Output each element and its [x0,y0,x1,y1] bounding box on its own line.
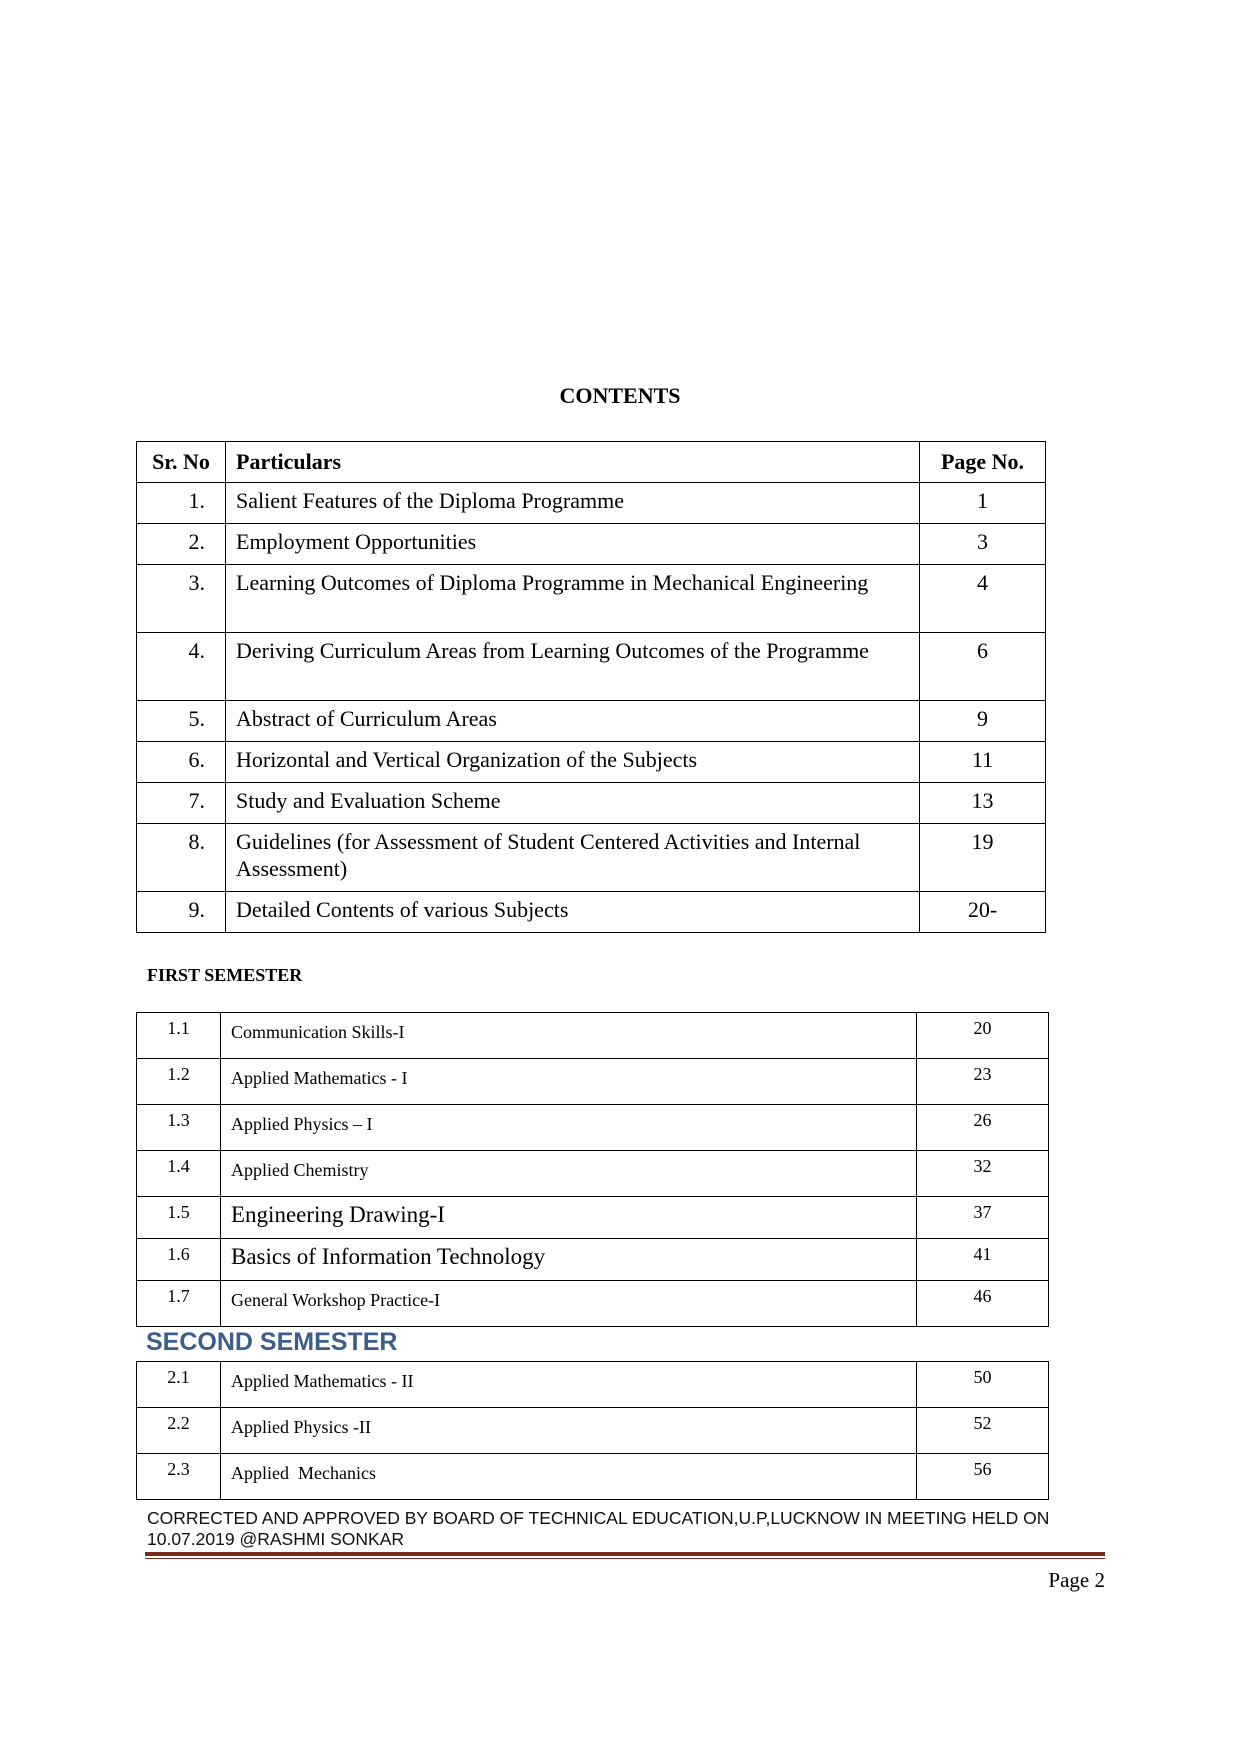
page-number: Page 2 [1048,1568,1105,1592]
row-sr-no: 3. [137,565,226,633]
row-page-no: 3 [920,524,1046,565]
header-particulars: Particulars [226,442,920,483]
row-page-no: 1 [920,483,1046,524]
row-particulars: Employment Opportunities [226,524,920,565]
table-row [137,483,1046,524]
row-page-no: 11 [920,742,1046,783]
subject-name: Communication Skills-I [221,1013,917,1059]
subject-code: 1.1 [137,1013,221,1059]
subject-page: 20 [917,1013,1049,1059]
table-row [137,524,1046,565]
subject-code: 2.2 [137,1408,221,1454]
subject-page: 37 [917,1197,1049,1239]
table-row [137,1013,1049,1059]
table-row [137,742,1046,783]
table-row [137,1408,1049,1454]
row-page-no: 13 [920,783,1046,824]
subject-code: 1.6 [137,1239,221,1281]
table-row [137,1362,1049,1408]
subject-page: 41 [917,1239,1049,1281]
subject-code: 2.1 [137,1362,221,1408]
row-particulars: Study and Evaluation Scheme [226,783,920,824]
header-sr-no: Sr. No [137,442,226,483]
row-particulars: Horizontal and Vertical Organization of the Subjects [226,742,920,783]
subject-page: 23 [917,1059,1049,1105]
row-page-no: 19 [920,824,1046,892]
table-row [137,1151,1049,1197]
row-sr-no: 7. [137,783,226,824]
subject-name: Applied Mathematics - II [221,1362,917,1408]
subject-code: 1.5 [137,1197,221,1239]
row-sr-no: 4. [137,633,226,701]
first-semester-heading: FIRST SEMESTER [147,965,303,985]
subject-name: Applied Mathematics - I [221,1059,917,1105]
table-row [137,565,1046,633]
subject-name: Engineering Drawing-I [221,1197,917,1239]
table-row [137,1239,1049,1281]
row-particulars: Salient Features of the Diploma Programme [226,483,920,524]
subject-code: 1.7 [137,1281,221,1327]
table-row [137,783,1046,824]
row-page-no: 20- [920,892,1046,933]
row-page-no: 4 [920,565,1046,633]
subject-page: 56 [917,1454,1049,1500]
row-particulars: Detailed Contents of various Subjects [226,892,920,933]
row-particulars: Learning Outcomes of Diploma Programme in Mechanical Engineering [226,565,920,633]
row-page-no: 9 [920,701,1046,742]
subject-name: Applied Physics -II [221,1408,917,1454]
second-semester-table [136,1361,1049,1500]
row-particulars: Deriving Curriculum Areas from Learning Outcomes of the Programme [226,633,920,701]
subject-name: General Workshop Practice-I [221,1281,917,1327]
table-row [137,701,1046,742]
footer-divider [145,1552,1105,1556]
table-row [137,633,1046,701]
subject-page: 52 [917,1408,1049,1454]
header-page-no: Page No. [920,442,1046,483]
subject-name: Applied Mechanics [221,1454,917,1500]
table-row [137,1281,1049,1327]
subject-page: 32 [917,1151,1049,1197]
row-sr-no: 6. [137,742,226,783]
subject-code: 2.3 [137,1454,221,1500]
row-sr-no: 1. [137,483,226,524]
subject-code: 1.2 [137,1059,221,1105]
table-row [137,892,1046,933]
subject-page: 50 [917,1362,1049,1408]
footer-divider-thin [145,1558,1105,1559]
subject-code: 1.4 [137,1151,221,1197]
table-header-row [137,442,1046,483]
contents-title: CONTENTS [559,383,681,408]
subject-page: 46 [917,1281,1049,1327]
table-row [137,1454,1049,1500]
row-sr-no: 9. [137,892,226,933]
table-row [137,1059,1049,1105]
first-semester-table [136,1012,1049,1327]
subject-page: 26 [917,1105,1049,1151]
table-row [137,1105,1049,1151]
row-particulars: Abstract of Curriculum Areas [226,701,920,742]
contents-table [136,441,1046,933]
row-page-no: 6 [920,633,1046,701]
row-particulars: Guidelines (for Assessment of Student Centered Activities and Internal Assessment) [226,824,920,892]
row-sr-no: 2. [137,524,226,565]
row-sr-no: 5. [137,701,226,742]
row-sr-no: 8. [137,824,226,892]
subject-name: Applied Physics – I [221,1105,917,1151]
second-semester-heading: SECOND SEMESTER [146,1328,398,1356]
subject-name: Applied Chemistry [221,1151,917,1197]
table-row [137,1197,1049,1239]
subject-name: Basics of Information Technology [221,1239,917,1281]
subject-code: 1.3 [137,1105,221,1151]
footer-approval-note: CORRECTED AND APPROVED BY BOARD OF TECHNICAL EDUCATION,U.P,LUCKNOW IN MEETING HELD ON 10.07.2019 @RASHMI SONKAR [147,1508,1050,1549]
table-row [137,824,1046,892]
